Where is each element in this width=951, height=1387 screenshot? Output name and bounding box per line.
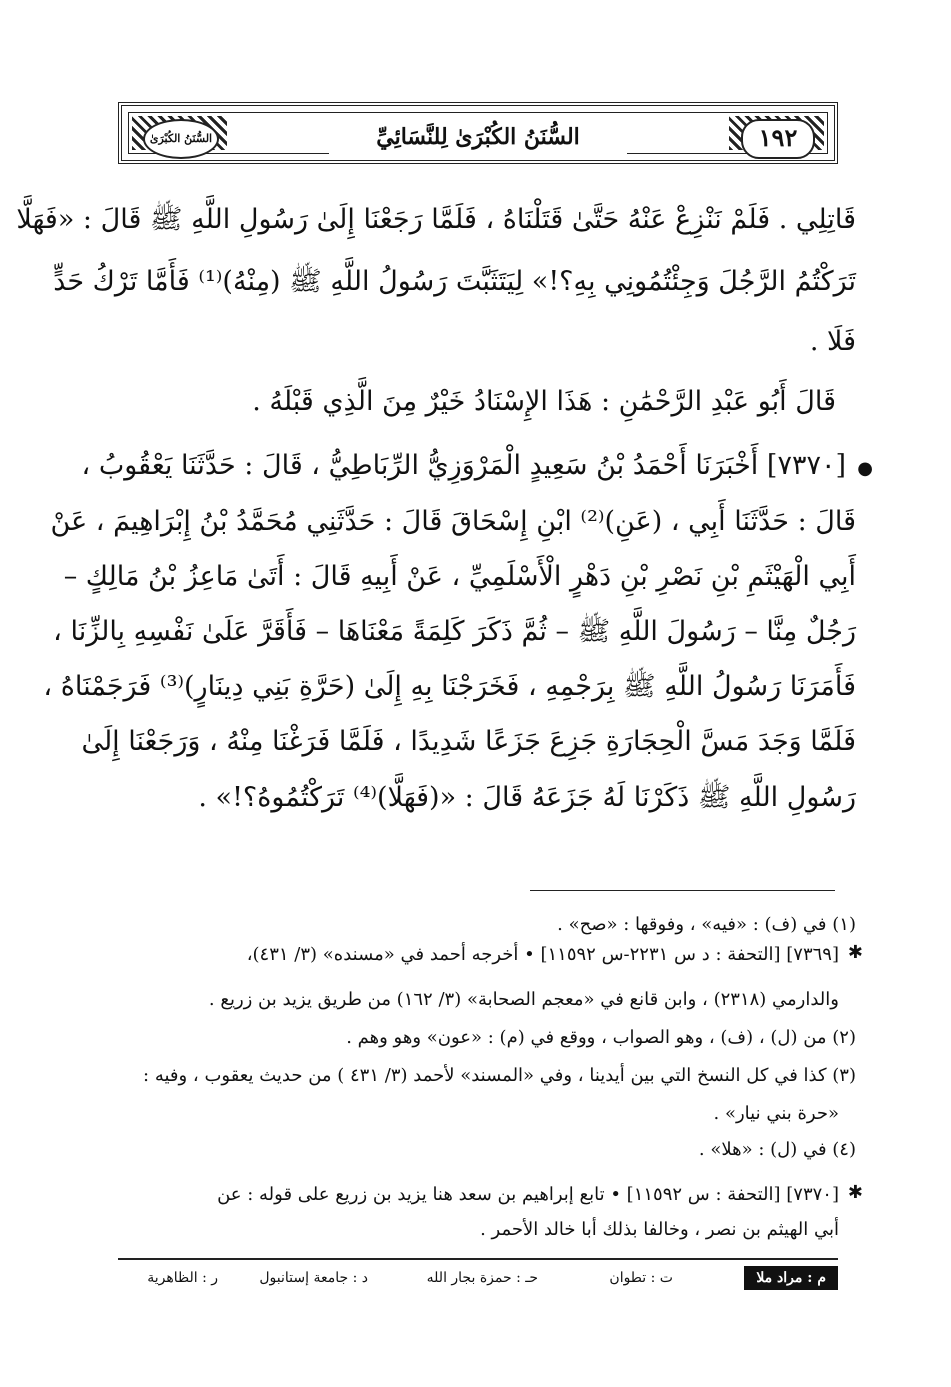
- legend-item: ر : الظاهرية: [147, 1270, 218, 1286]
- body-line: تَرَكْتُمُ الرَّجُلَ وَجِئْتُمُونِي بِهِ؟!» لِيَتَثَبَّتَ رَسُولُ اللَّهِ ﷺ (مِنْهُ)⁽¹⁾ فَأَمَّا تَرْكُ حَدٍّ: [53, 266, 856, 297]
- footnote-line: (٢) من (ل) ، (ف) ، وهو الصواب ، ووقع في (م) : «عون» وهو وهم .: [346, 1027, 856, 1048]
- legend-item: د : جامعة إستانبول: [259, 1270, 368, 1286]
- footnote-line: [٧٣٧٠] [التحفة : س ١١٥٩٢] • تابع إبراهيم بن سعد هنا يزيد بن زريع على قوله : عن: [217, 1184, 839, 1205]
- header-frame: [128, 112, 828, 154]
- body-line: قَالَ : حَدَّثَنَا أَبِي ، (عَنِ)⁽²⁾ ابْنِ إِسْحَاقَ قَالَ : حَدَّثَنِي مُحَمَّدُ بْنُ إِبْرَاهِيمَ ، عَنْ: [50, 506, 856, 537]
- footnote-line: [٧٣٦٩] [التحفة : د س ٢٢٣١-س ١١٥٩٢] • أخرجه أحمد في «مسنده» (٣/ ٤٣١)،: [246, 944, 839, 965]
- footnote-separator: [530, 890, 835, 891]
- book-title: السُّنَنُ الكُبْرَىٰ لِلنَّسَائِيِّ: [329, 119, 627, 155]
- body-line: فَلَمَّا وَجَدَ مَسَّ الْحِجَارَةِ جَزِعَ جَزَعًا شَدِيدًا ، فَلَمَّا فَرَغْنَا مِنْهُ ، وَرَجَعْنَا إِلَىٰ: [81, 726, 856, 757]
- body-line: أَبِي الْهَيْثَمِ بْنِ نَصْرِ بْنِ دَهْرٍ الْأَسْلَمِيِّ ، عَنْ أَبِيهِ قَالَ : أَتَىٰ مَاعِزُ بْنُ مَالِكٍ –: [63, 561, 856, 592]
- asterisk-icon: ✱: [847, 1182, 863, 1203]
- manuscript-legend: [118, 1264, 838, 1294]
- footnote-line: أبي الهيثم بن نصر ، وخالفا بذلك أبا خالد الأحمر .: [480, 1219, 839, 1240]
- body-line: فَأَمَرَنَا رَسُولُ اللَّهِ ﷺ بِرَجْمِهِ ، فَخَرَجْنَا بِهِ إِلَىٰ (حَرَّةِ بَنِي دِينَارٍ)⁽³⁾ فَرَجَمْنَاهُ ،: [43, 671, 856, 702]
- body-line: رَسُولِ اللَّهِ ﷺ ذَكَرْنَا لَهُ جَزَعَهُ قَالَ : «(فَهَلَّا)⁽⁴⁾ تَرَكْتُمُوهُ؟!» .: [198, 782, 856, 813]
- body-line: قَاتِلِي . فَلَمْ نَنْزِعْ عَنْهُ حَتَّىٰ قَتَلْنَاهُ ، فَلَمَّا رَجَعْنَا إِلَىٰ رَسُولِ اللَّهِ ﷺ قَالَ : «فَهَلَّا: [16, 204, 856, 235]
- body-line: قَالَ أَبُو عَبْدِ الرَّحْمَٰنِ : هَذَا الإِسْنَادُ خَيْرٌ مِنَ الَّذِي قَبْلَهُ .: [252, 386, 836, 417]
- footnote-line: والدارمي (٢٣١٨) ، وابن قانع في «معجم الصحابة» (٣/ ١٦٢) من طريق يزيد بن زريع .: [208, 989, 839, 1010]
- footnote-line: (٣) كذا في كل النسخ التي بين أيدينا ، وفي «المسند» لأحمد (٣/ ٤٣١ ) من حديث يعقوب ، وفيه :: [143, 1065, 856, 1086]
- page-header: [118, 102, 838, 164]
- body-line: فَلَا .: [809, 326, 856, 357]
- footnote-line: (٤) في (ل) : «هلا» .: [698, 1139, 856, 1160]
- bullet-icon: ●: [857, 458, 873, 479]
- legend-badge: م : مراد ملا: [744, 1266, 838, 1290]
- page-number: ١٩٢: [741, 119, 815, 159]
- legend-item: ت : تطوان: [609, 1270, 673, 1286]
- book-logo: السُّنَنُ الكُبْرَىٰ: [143, 119, 219, 159]
- body-line: [٧٣٧٠] أَخْبَرَنَا أَحْمَدُ بْنُ سَعِيدٍ الْمَرْوَزِيُّ الرِّبَاطِيُّ ، قَالَ : حَدَّثَنَا يَعْقُوبُ ،: [81, 450, 846, 481]
- footnote-line: (١) في (ف) : «فيه» ، وفوقها : «صح» .: [557, 914, 856, 935]
- asterisk-icon: ✱: [847, 942, 863, 963]
- legend-item: حـ : حمزة بجار الله: [426, 1270, 538, 1286]
- footer-separator: [118, 1258, 838, 1260]
- body-line: رَجُلٌ مِنَّا – رَسُولَ اللَّهِ ﷺ – ثُمَّ ذَكَرَ كَلِمَةً مَعْنَاهَا – فَأَقَرَّ عَلَىٰ نَفْسِهِ بِالزِّنَا ،: [53, 616, 856, 647]
- footnote-line: «حرة بني نيار» .: [713, 1103, 839, 1124]
